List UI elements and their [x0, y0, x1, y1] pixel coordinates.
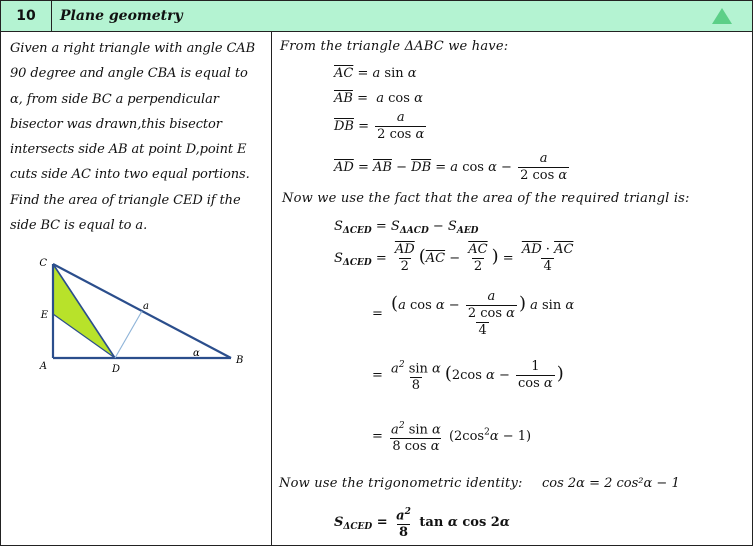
problem-number: 10 — [1, 1, 52, 31]
triangle-figure — [31, 252, 261, 382]
eq-ad: $\overline{AD} = \overline{AB} - \overline{DB} = a$ cos α − $\frac{a}{\text{2 cos α}}$ — [334, 151, 568, 183]
eq-area-difference: $S_{\Delta CED} = S_{\Delta ACD} - S_{AED}$ — [334, 219, 479, 236]
collapse-triangle-icon[interactable] — [712, 8, 732, 24]
label-b: B — [236, 355, 244, 366]
eq-area-factored: = $\frac{a^2 \sin \alpha}{8}$ (2cos α − $\frac{1}{\text{cos α}}$ ) — [372, 359, 564, 394]
area-claim: Now we use the fact that the area of the required triangl is: — [282, 191, 690, 206]
label-alpha: α — [193, 348, 200, 359]
trig-identity: cos 2α = 2 cos²α − 1 — [542, 476, 680, 491]
eq-db: $\overline{DB}$ = $\frac{a}{\text{2 cos α}}$ — [334, 110, 425, 142]
label-d: D — [111, 364, 121, 375]
label-a: A — [39, 361, 47, 372]
problem-line: Find the area of triangle CED if the — [10, 192, 241, 208]
solution-panel — [272, 32, 752, 545]
problem-line: α, from side BC a perpendicular — [10, 91, 219, 107]
problem-line: 90 degree and angle CBA is equal to — [10, 66, 248, 82]
eq-area-substituted: = (a cos α − $\frac{a}{\text{2 cos α}}$ ) a sin α 4 — [372, 289, 575, 338]
problem-line: side BC is equal to a. — [10, 218, 148, 234]
problem-panel — [1, 32, 272, 545]
perpendicular-bisector — [115, 311, 142, 358]
final-answer: $S_{\Delta CED}$ = $\frac{a^2}{8}$ tan α cos 2α — [334, 507, 510, 541]
problem-line: cuts side AC into two equal portions. — [10, 167, 250, 183]
eq-ac: $\overline{AC} = a$ sin α — [334, 66, 417, 81]
solution-intro: From the triangle ΔABC we have: — [280, 39, 509, 54]
problem-statement — [10, 36, 268, 238]
problem-line: intersects side AB at point D,point E — [10, 142, 247, 158]
label-e: E — [40, 310, 48, 321]
problem-title: Plane geometry — [60, 8, 183, 24]
label-c: C — [39, 258, 47, 269]
identity-intro: Now use the trigonometric identity: — [279, 476, 523, 491]
problem-line: bisector was drawn,this bisector — [10, 116, 222, 132]
eq-ab: $\overline{AB} = a$ cos α — [334, 91, 423, 106]
label-side-a: a — [143, 301, 149, 312]
problem-line: Given a right triangle with angle CAB — [10, 41, 256, 56]
eq-area-expanded: $S_{\Delta CED}$ = $\frac{\overline{AD}}{2}$ ($\overline{AC}$ − $\frac{\overline{AC}}{2}$ ) = $\frac{\overline{AD} \cdot \overline{AC}}{4}$ — [334, 242, 574, 274]
eq-area-simplified: = $\frac{a^2 \sin \alpha}{\text{8 cos α}}$ $(2\cos^2\alpha - 1)$ — [372, 421, 532, 455]
header-bar — [1, 1, 752, 32]
